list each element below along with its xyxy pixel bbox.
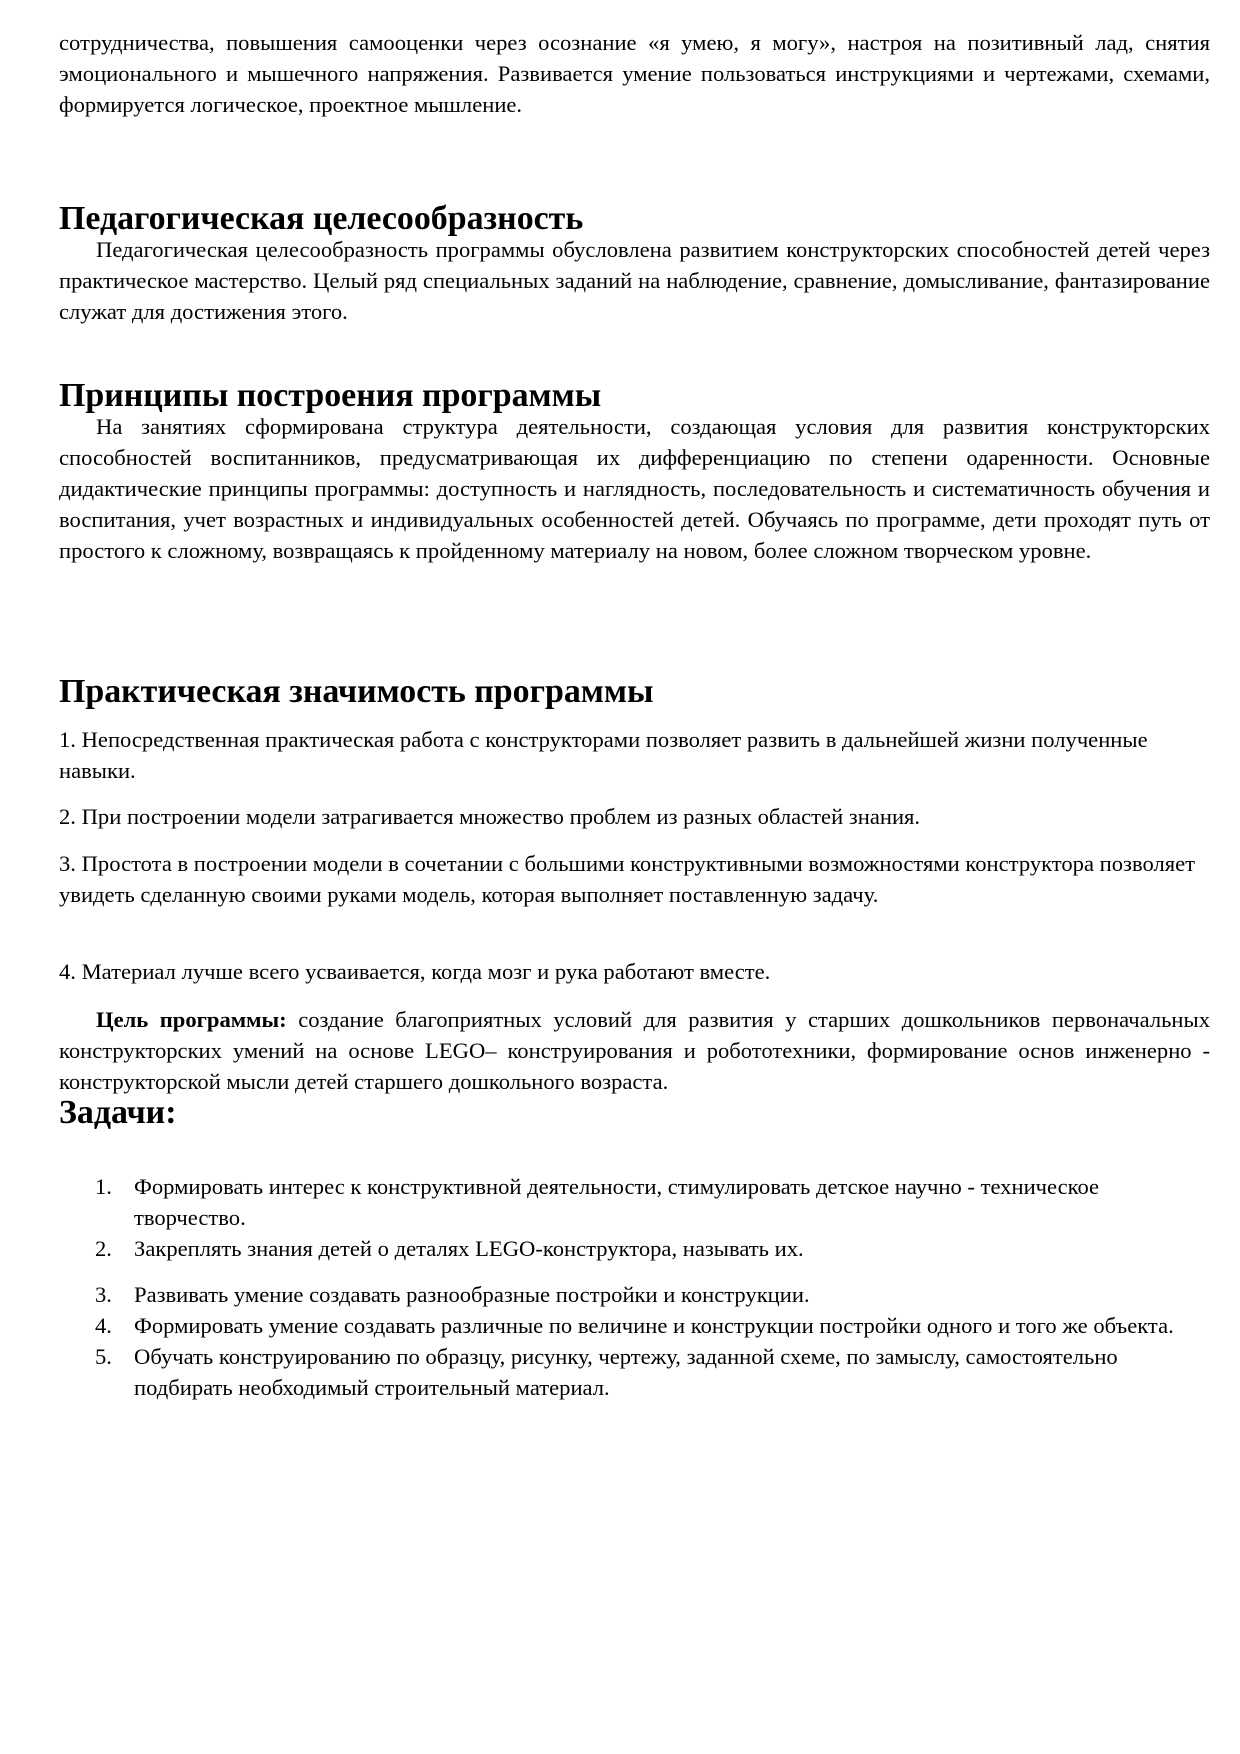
task-number: 3. — [95, 1282, 112, 1307]
principles-heading: Принципы построения программы — [59, 377, 602, 414]
task-number: 1. — [95, 1174, 112, 1199]
task-item — [59, 1341, 1210, 1403]
task-text: Формировать интерес к конструктивной деятельности, стимулировать детское научно - техническое творчество. — [134, 1174, 1100, 1230]
goal-label: Цель программы: — [96, 1007, 287, 1032]
task-number: 5. — [95, 1344, 112, 1369]
principles-section — [59, 377, 1210, 566]
tasks-list — [59, 1171, 1210, 1264]
practical-item-text: 3. Простота в построении модели в сочетании с большими конструктивными возможностями конструктора позволяет увидеть сделанную своими руками модель, которая выполняет поставленную задачу. — [59, 851, 1196, 907]
goal-paragraph — [59, 1004, 1210, 1097]
task-number: 4. — [95, 1313, 112, 1338]
task-item — [59, 1310, 1210, 1341]
task-item — [59, 1233, 1210, 1264]
task-number: 2. — [95, 1236, 112, 1261]
task-item — [59, 1171, 1210, 1233]
practical-item-text: 1. Непосредственная практическая работа с конструкторами позволяет развить в дальнейшей жизни полученные навыки. — [59, 727, 1148, 783]
practical-item-1 — [59, 724, 1210, 786]
principles-paragraph: На занятиях сформирована структура деятельности, создающая условия для развития конструкторских способностей воспитанников, предусматривающая их дифференциацию по степени одаренности. Основные дидактические принципы программы: доступность и наглядность, последовательность и систематичность обучения и воспитания, учет возрастных и индивидуальных особенностей детей. Обучаясь по программе, дети проходят путь от простого к сложному, возвращаясь к пройденному материалу на новом, более сложном творческом уровне. — [59, 414, 1210, 563]
task-item — [59, 1279, 1210, 1310]
tasks-list — [59, 1279, 1210, 1403]
goal-section — [59, 1004, 1210, 1131]
task-text: Закреплять знания детей о деталях LEGO-конструктора, называть их. — [134, 1236, 804, 1261]
tasks-heading: Задачи: — [59, 1094, 177, 1131]
intro-paragraph: сотрудничества, повышения самооценки через осознание «я умею, я могу», настроя на позитивный лад, снятия эмоционального и мышечного напряжения. Развивается умение пользоваться инструкциями и чертежами, схемами, формируется логическое, проектное мышление. — [59, 30, 1210, 117]
practical-item-text: 4. Материал лучше всего усваивается, когда мозг и рука работают вместе. — [59, 959, 771, 984]
pedagogical-paragraph: Педагогическая целесообразность программы обусловлена развитием конструкторских способностей детей через практическое мастерство. Целый ряд специальных заданий на наблюдение, сравнение, домысливание, фантазирование служат для достижения этого. — [59, 237, 1210, 324]
task-text: Обучать конструированию по образцу, рисунку, чертежу, заданной схеме, по замыслу, самостоятельно подбирать необходимый строительный материал. — [134, 1344, 1118, 1400]
practical-section — [59, 673, 1210, 710]
practical-item-3 — [59, 848, 1210, 910]
intro-section — [59, 27, 1210, 120]
practical-heading: Практическая значимость программы — [59, 673, 654, 710]
practical-item-4 — [59, 956, 1210, 987]
task-text: Развивать умение создавать разнообразные постройки и конструкции. — [134, 1282, 810, 1307]
tasks-list-part2 — [59, 1279, 1210, 1403]
pedagogical-section — [59, 200, 1210, 327]
tasks-list-part1 — [59, 1171, 1210, 1264]
task-text: Формировать умение создавать различные по величине и конструкции постройки одного и того же объекта. — [134, 1313, 1174, 1338]
goal-text: создание благоприятных условий для развития у старших дошкольников первоначальных конструкторских умений на основе LEGO– конструирования и робототехники, формирование основ инженерно - конструкторской мысли детей старшего дошкольного возраста. — [59, 1007, 1210, 1094]
pedagogical-heading: Педагогическая целесообразность — [59, 200, 584, 237]
practical-item-2 — [59, 801, 1210, 832]
practical-item-text: 2. При построении модели затрагивается множество проблем из разных областей знания. — [59, 804, 921, 829]
